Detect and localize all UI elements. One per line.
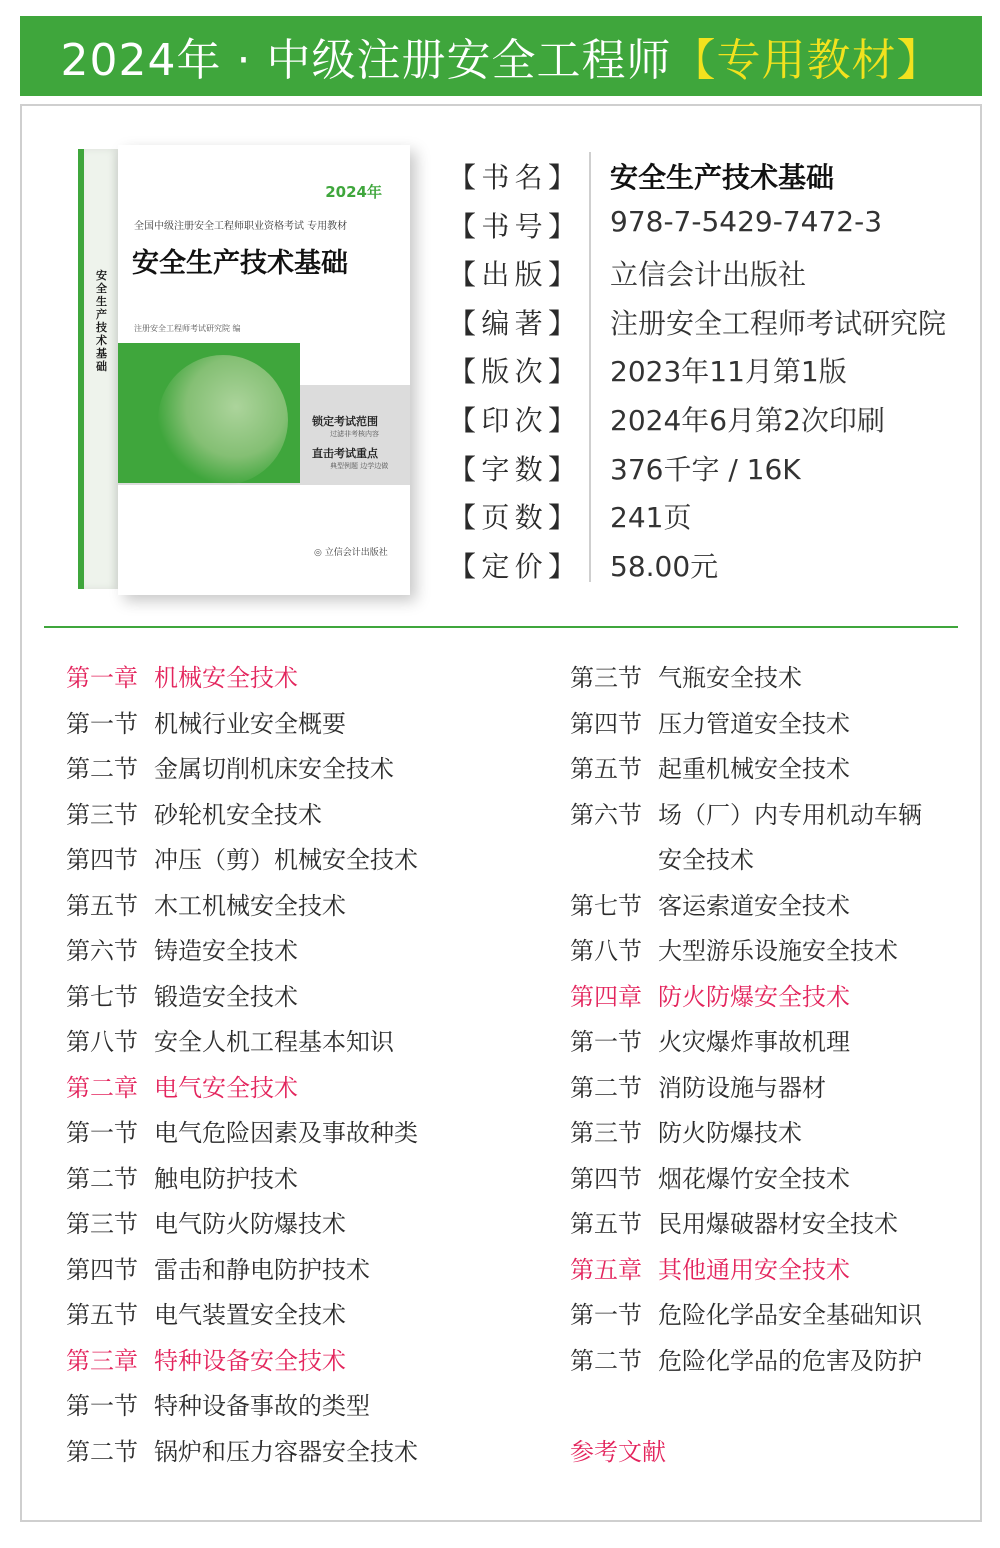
toc-number: 第五节 bbox=[570, 755, 642, 783]
toc-title: 电气防火防爆技术 bbox=[154, 1210, 346, 1238]
info-value: 2023年11月第1版 bbox=[610, 355, 847, 389]
book-front-cover bbox=[118, 145, 410, 595]
toc-section bbox=[570, 1020, 922, 1066]
toc-number: 第四节 bbox=[66, 846, 138, 874]
toc-number: 第七节 bbox=[570, 891, 642, 920]
toc-number: 第六节 bbox=[66, 937, 138, 965]
toc-section bbox=[570, 702, 922, 748]
info-label-char: 出 bbox=[481, 258, 510, 292]
cover-tag-focus-sub: 典型例题 边学边做 bbox=[330, 462, 389, 470]
info-label-char: 】 bbox=[547, 161, 576, 194]
info-label-char: 】 bbox=[547, 306, 576, 340]
title-banner bbox=[20, 16, 982, 96]
info-value: 2024年6月第2次印刷 bbox=[610, 403, 885, 437]
toc-number: 第三章 bbox=[66, 1346, 138, 1375]
toc-section bbox=[570, 793, 922, 839]
toc-title: 木工机械安全技术 bbox=[154, 891, 346, 920]
banner-title-highlight: 【专用教材】 bbox=[671, 35, 942, 86]
info-label-char: 【 bbox=[448, 209, 477, 243]
toc-section bbox=[66, 1157, 418, 1203]
info-label-char: 】 bbox=[547, 403, 576, 437]
toc-section bbox=[570, 747, 922, 793]
toc-section bbox=[66, 1111, 418, 1157]
toc-section bbox=[66, 702, 418, 748]
cover-title: 安全生产技术基础 bbox=[132, 248, 348, 279]
toc-title: 民用爆破器材安全技术 bbox=[658, 1210, 898, 1238]
toc-title: 防火防爆技术 bbox=[658, 1119, 802, 1147]
toc-title: 铸造安全技术 bbox=[154, 937, 298, 965]
toc-title: 冲压（剪）机械安全技术 bbox=[154, 846, 418, 874]
cover-tag-focus: 直击考试重点 bbox=[312, 447, 378, 460]
toc-number: 第三节 bbox=[66, 1210, 138, 1238]
info-label bbox=[448, 545, 576, 585]
info-label-char: 次 bbox=[514, 403, 543, 437]
info-label-char: 次 bbox=[514, 355, 543, 389]
toc-section bbox=[66, 1293, 418, 1339]
toc-section bbox=[570, 929, 922, 975]
info-row bbox=[448, 539, 988, 588]
toc-title: 锻造安全技术 bbox=[154, 982, 298, 1011]
toc-section bbox=[570, 1339, 922, 1385]
info-label bbox=[448, 448, 576, 488]
info-row bbox=[448, 199, 988, 248]
toc-title: 电气安全技术 bbox=[154, 1073, 298, 1102]
info-label-char: 【 bbox=[448, 452, 477, 486]
toc-section bbox=[66, 793, 418, 839]
toc-title: 特种设备事故的类型 bbox=[154, 1392, 370, 1420]
toc-section bbox=[66, 1020, 418, 1066]
info-label-char: 】 bbox=[547, 452, 576, 486]
toc-number: 第四节 bbox=[570, 709, 642, 738]
toc-number: 第一章 bbox=[66, 664, 138, 692]
toc-section bbox=[66, 838, 418, 884]
toc-number: 第二节 bbox=[570, 1073, 642, 1102]
book-cover-image bbox=[78, 145, 410, 595]
info-label-char: 【 bbox=[448, 549, 477, 583]
toc-title: 机械行业安全概要 bbox=[154, 709, 346, 738]
section-divider bbox=[44, 626, 958, 628]
info-label bbox=[448, 205, 576, 245]
toc-number: 第二章 bbox=[66, 1073, 138, 1102]
toc-section bbox=[66, 975, 418, 1021]
info-label-char: 著 bbox=[514, 306, 543, 340]
toc-number: 第五节 bbox=[66, 891, 138, 920]
info-row bbox=[448, 442, 988, 491]
toc-title: 雷击和静电防护技术 bbox=[154, 1255, 370, 1284]
toc-chapter bbox=[570, 1248, 922, 1294]
toc-number: 第二节 bbox=[66, 755, 138, 783]
info-row bbox=[448, 490, 988, 539]
toc-chapter bbox=[66, 1339, 418, 1385]
info-label-char: 字 bbox=[481, 452, 510, 486]
toc-title: 锅炉和压力容器安全技术 bbox=[154, 1437, 418, 1466]
toc-title: 场（厂）内专用机动车辆 bbox=[658, 800, 922, 829]
toc-chapter bbox=[66, 656, 418, 702]
toc-title: 客运索道安全技术 bbox=[658, 891, 850, 920]
info-label-char: 版 bbox=[514, 258, 543, 292]
toc-section bbox=[66, 1248, 418, 1294]
toc-section bbox=[66, 1202, 418, 1248]
toc-title: 危险化学品安全基础知识 bbox=[658, 1301, 922, 1329]
toc-chapter bbox=[570, 975, 922, 1021]
info-label-char: 价 bbox=[514, 549, 543, 583]
cover-series: 全国中级注册安全工程师职业资格考试 专用教材 bbox=[134, 221, 348, 232]
info-label-char: 【 bbox=[448, 161, 477, 194]
info-label-char: 书 bbox=[481, 161, 510, 194]
toc-title: 大型游乐设施安全技术 bbox=[658, 937, 898, 965]
info-label bbox=[448, 302, 576, 342]
toc-left-column bbox=[66, 656, 418, 1475]
info-label-char: 页 bbox=[481, 501, 510, 535]
info-label-char: 号 bbox=[514, 209, 543, 243]
info-label-char: 编 bbox=[481, 306, 510, 340]
info-value: 安全生产技术基础 bbox=[610, 161, 835, 194]
toc-number: 第一节 bbox=[570, 1301, 642, 1329]
info-label-char: 】 bbox=[547, 209, 576, 243]
toc-number: 第一节 bbox=[66, 1392, 138, 1420]
toc-right-column bbox=[570, 656, 922, 1475]
info-row bbox=[448, 344, 988, 393]
toc-title: 其他通用安全技术 bbox=[658, 1255, 850, 1284]
toc-section bbox=[570, 656, 922, 702]
info-label-char: 定 bbox=[481, 549, 510, 583]
info-label-char: 【 bbox=[448, 306, 477, 340]
info-label bbox=[448, 253, 576, 293]
toc-section bbox=[570, 838, 922, 884]
toc-section bbox=[66, 884, 418, 930]
toc-title: 气瓶安全技术 bbox=[658, 664, 802, 692]
info-label-char: 【 bbox=[448, 501, 477, 535]
info-label-char: 书 bbox=[481, 209, 510, 243]
toc-title: 烟花爆竹安全技术 bbox=[658, 1164, 850, 1193]
toc-title: 机械安全技术 bbox=[154, 664, 298, 692]
toc-title: 起重机械安全技术 bbox=[658, 755, 850, 783]
toc-title: 压力管道安全技术 bbox=[658, 709, 850, 738]
cover-tag-scope: 锁定考试范围 bbox=[312, 415, 378, 428]
info-value: 注册安全工程师考试研究院 bbox=[610, 306, 947, 340]
banner-title-main: 2024年 · 中级注册安全工程师 bbox=[60, 35, 672, 86]
info-label-char: 数 bbox=[514, 452, 543, 486]
toc-title: 砂轮机安全技术 bbox=[154, 800, 322, 829]
toc-number: 第一节 bbox=[66, 1119, 138, 1147]
toc-section bbox=[66, 747, 418, 793]
toc-number: 第六节 bbox=[570, 800, 642, 829]
toc-title: 火灾爆炸事故机理 bbox=[658, 1028, 850, 1056]
toc-number: 第八节 bbox=[66, 1028, 138, 1056]
toc-title: 金属切削机床安全技术 bbox=[154, 755, 394, 783]
toc-number: 第二节 bbox=[66, 1437, 138, 1466]
book-spine bbox=[78, 149, 118, 589]
toc-section bbox=[66, 1384, 418, 1430]
cover-year: 2024年 bbox=[325, 183, 382, 201]
toc-number: 第二节 bbox=[570, 1346, 642, 1375]
cover-circle-graphic bbox=[158, 355, 288, 485]
toc-number: 第一节 bbox=[66, 709, 138, 738]
toc-section bbox=[66, 1430, 418, 1476]
toc-title: 消防设施与器材 bbox=[658, 1073, 826, 1102]
info-value: 立信会计出版社 bbox=[610, 258, 807, 292]
info-row bbox=[448, 393, 988, 442]
toc-section bbox=[570, 1157, 922, 1203]
info-label-char: 名 bbox=[514, 161, 543, 194]
cover-tag-scope-sub: 过滤非考核内容 bbox=[330, 430, 379, 438]
info-label bbox=[448, 496, 576, 536]
cover-publisher: ◎ 立信会计出版社 bbox=[314, 545, 388, 558]
info-row bbox=[448, 296, 988, 345]
toc-title: 特种设备安全技术 bbox=[154, 1346, 346, 1375]
toc-title: 危险化学品的危害及防护 bbox=[658, 1346, 922, 1375]
toc-number: 第五节 bbox=[66, 1301, 138, 1329]
banner-title bbox=[61, 24, 942, 88]
info-label-char: 】 bbox=[547, 501, 576, 535]
info-row bbox=[448, 247, 988, 296]
info-label-char: 版 bbox=[481, 355, 510, 389]
toc-title: 电气危险因素及事故种类 bbox=[154, 1119, 418, 1147]
info-value: 58.00元 bbox=[610, 549, 719, 583]
toc-number: 第五章 bbox=[570, 1255, 642, 1284]
toc-number: 第四节 bbox=[66, 1255, 138, 1284]
toc-section bbox=[570, 1111, 922, 1157]
info-value: 241页 bbox=[610, 501, 692, 535]
info-label-char: 】 bbox=[547, 549, 576, 583]
toc-number: 第一节 bbox=[570, 1028, 642, 1056]
info-label bbox=[448, 156, 576, 196]
toc-title: 防火防爆安全技术 bbox=[658, 982, 850, 1011]
cover-author: 注册安全工程师考试研究院 编 bbox=[134, 324, 241, 333]
toc-number: 第二节 bbox=[66, 1164, 138, 1193]
toc-section bbox=[570, 1202, 922, 1248]
spine-title: 安全生产技术基础 bbox=[96, 269, 107, 373]
info-row bbox=[448, 150, 988, 199]
info-label-char: 数 bbox=[514, 501, 543, 535]
toc-section bbox=[570, 1066, 922, 1112]
info-value: 376千字 / 16K bbox=[610, 452, 801, 486]
toc-number: 第三节 bbox=[570, 664, 642, 692]
toc-number: 第四节 bbox=[570, 1164, 642, 1193]
info-label bbox=[448, 399, 576, 439]
toc-title: 安全人机工程基本知识 bbox=[154, 1028, 394, 1056]
toc-section bbox=[570, 1293, 922, 1339]
book-info-table bbox=[448, 150, 988, 587]
toc-references: 参考文献 bbox=[570, 1437, 666, 1466]
info-label-char: 【 bbox=[448, 258, 477, 292]
info-label-char: 【 bbox=[448, 403, 477, 437]
toc-chapter bbox=[66, 1066, 418, 1112]
info-label-char: 】 bbox=[547, 355, 576, 389]
toc-title: 安全技术 bbox=[658, 846, 754, 874]
info-label bbox=[448, 350, 576, 390]
toc-section bbox=[570, 884, 922, 930]
toc-number: 第三节 bbox=[570, 1119, 642, 1147]
toc-number: 第四章 bbox=[570, 982, 642, 1011]
info-label-char: 【 bbox=[448, 355, 477, 389]
toc-number: 第八节 bbox=[570, 937, 642, 965]
toc-number: 第七节 bbox=[66, 982, 138, 1011]
toc-section bbox=[66, 929, 418, 975]
toc-number: 第五节 bbox=[570, 1210, 642, 1238]
info-value: 978-7-5429-7472-3 bbox=[610, 204, 883, 238]
toc-title: 触电防护技术 bbox=[154, 1164, 298, 1193]
toc-number: 第三节 bbox=[66, 800, 138, 829]
info-label-char: 】 bbox=[547, 258, 576, 292]
info-label-char: 印 bbox=[481, 403, 510, 437]
toc-title: 电气装置安全技术 bbox=[154, 1301, 346, 1329]
